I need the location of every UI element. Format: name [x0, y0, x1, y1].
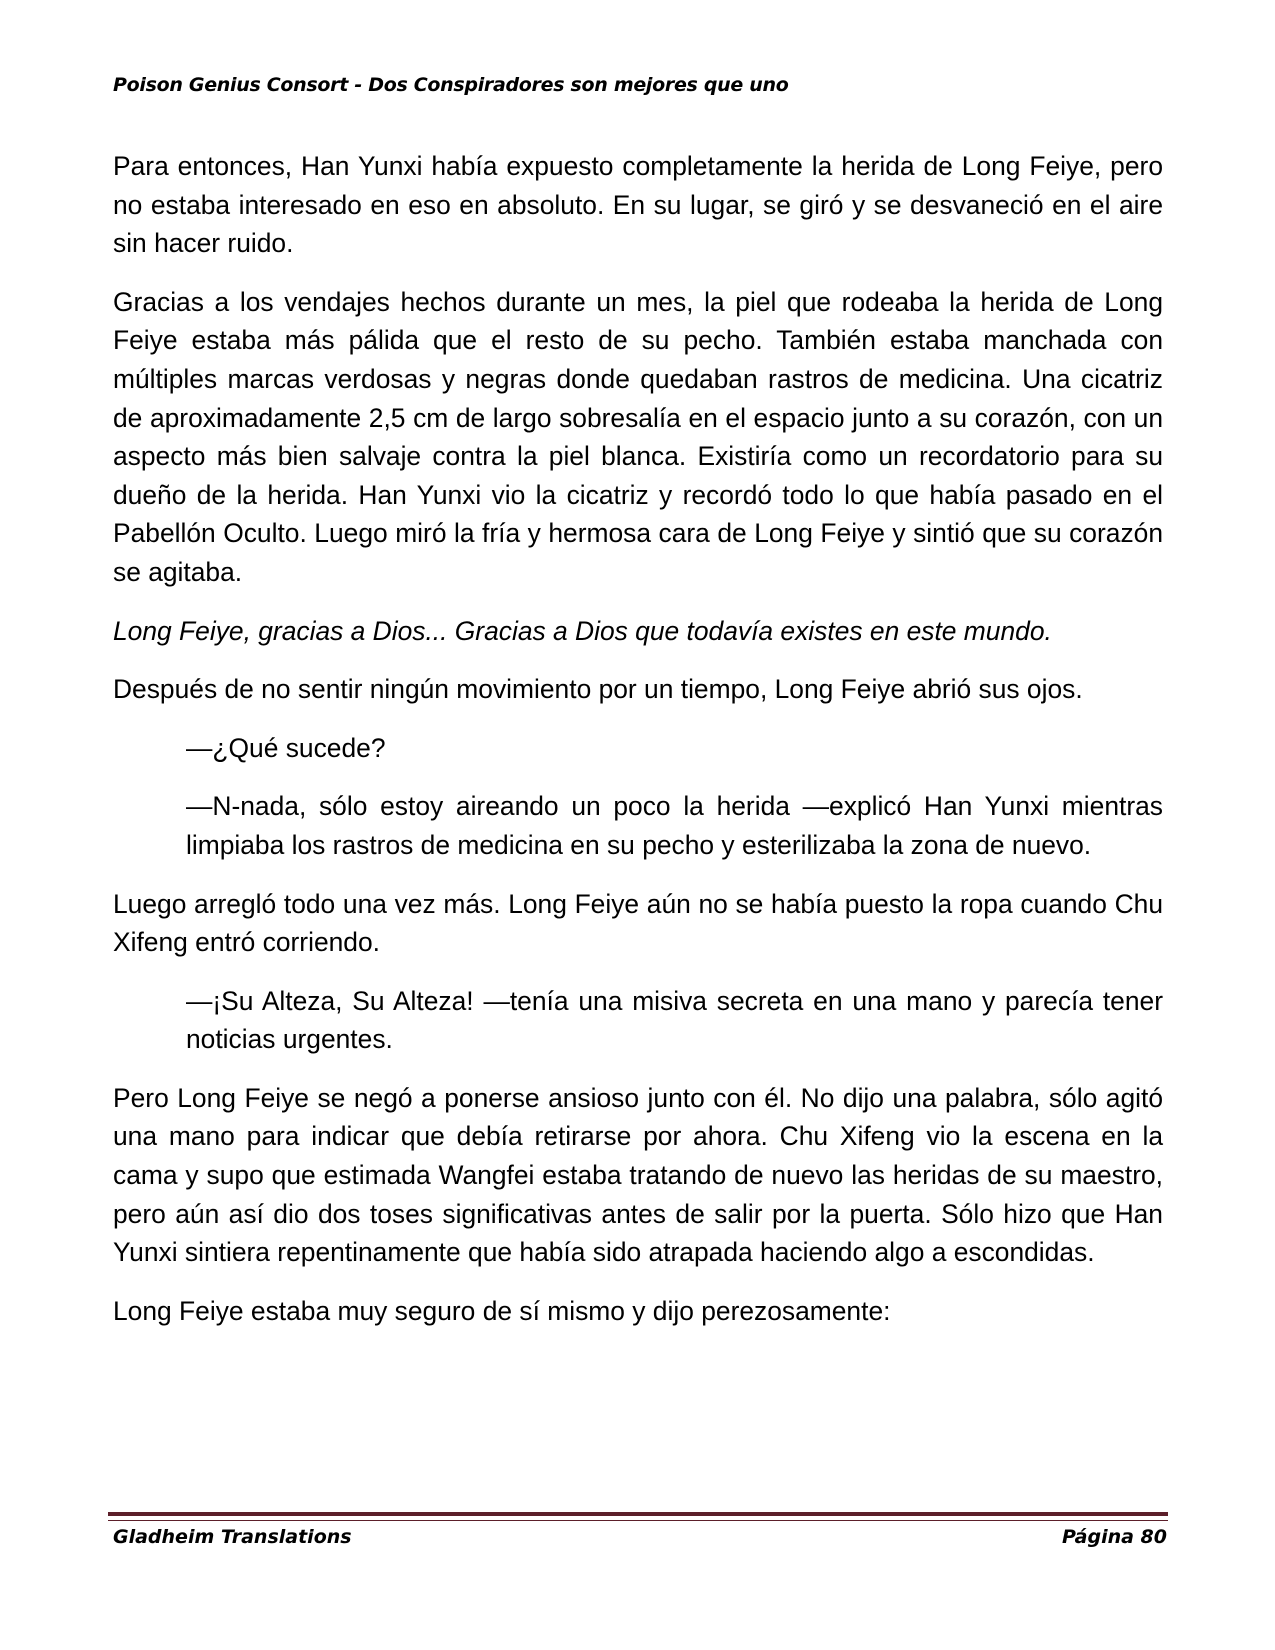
footer-publisher: Gladheim Translations	[113, 1526, 352, 1548]
page-header-title: Poison Genius Consort - Dos Conspiradores son mejores que uno	[113, 74, 789, 96]
paragraph: Para entonces, Han Yunxi había expuesto completamente la herida de Long Feiye, pero no estaba interesado en eso en absoluto. En su lugar, se giró y se desvaneció en el aire sin hacer ruido.	[113, 151, 1163, 259]
paragraph: Gracias a los vendajes hechos durante un mes, la piel que rodeaba la herida de Long Feiye estaba más pálida que el resto de su pecho. También estaba manchada con múltiples marcas verdosas y negras donde quedaban rastros de medicina. Una cicatriz de aproximadamente 2,5 cm de largo sobresalía en el espacio junto a su corazón, con un aspecto más bien salvaje contra la piel blanca. Existiría como un recordatorio para su dueño de la herida. Han Yunxi vio la cicatriz y recordó todo lo que había pasado en el Pabellón Oculto. Luego miró la fría y hermosa cara de Long Feiye y sintió que su corazón se agitaba.	[113, 286, 1163, 587]
paragraph: Después de no sentir ningún movimiento por un tiempo, Long Feiye abrió sus ojos.	[113, 674, 1083, 705]
dialogue-line: —¡Su Alteza, Su Alteza! —tenía una misiva secreta en una mano y parecía tener noticias urgentes.	[186, 985, 1163, 1055]
dialogue-line: —¿Qué sucede?	[186, 732, 386, 763]
footer-divider	[108, 1512, 1168, 1521]
paragraph: Long Feiye estaba muy seguro de sí mismo y dijo perezosamente:	[113, 1295, 891, 1326]
page-number: Página 80	[1061, 1526, 1167, 1548]
dialogue-line: —N-nada, sólo estoy aireando un poco la herida —explicó Han Yunxi mientras limpiaba los rastros de medicina en su pecho y esterilizaba la zona de nuevo.	[186, 791, 1163, 860]
paragraph-italic-thought: Long Feiye, gracias a Dios... Gracias a Dios que todavía existes en este mundo.	[113, 615, 1052, 646]
paragraph: Pero Long Feiye se negó a ponerse ansioso junto con él. No dijo una palabra, sólo agitó una mano para indicar que debía retirarse por ahora. Chu Xifeng vio la escena en la cama y supo que estimada Wangfei estaba tratando de nuevo las heridas de su maestro, pero aún así dio dos toses significativas antes de salir por la puerta. Sólo hizo que Han Yunxi sintiera repentinamente que había sido atrapada haciendo algo a escondidas.	[113, 1082, 1163, 1268]
paragraph: Luego arregló todo una vez más. Long Feiye aún no se había puesto la ropa cuando Chu Xifeng entró corriendo.	[113, 888, 1163, 958]
page-body	[113, 147, 1163, 1350]
